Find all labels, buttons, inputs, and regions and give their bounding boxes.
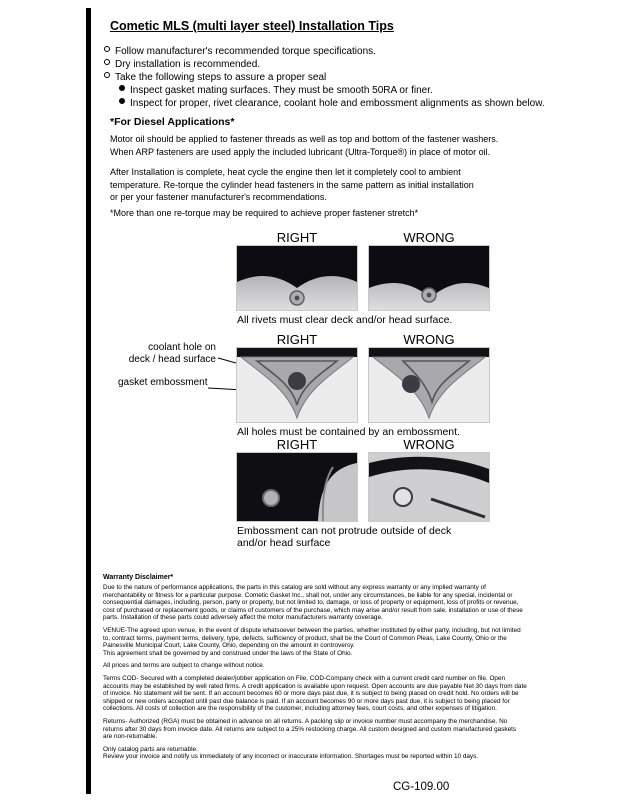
gasket-embossment-annotation: gasket embossment <box>118 377 208 388</box>
embossment-containment-right-image <box>237 348 357 422</box>
diagram-row-rivet-clearance <box>237 230 489 326</box>
list-item <box>104 58 545 71</box>
diagram-labels <box>237 332 489 348</box>
warranty-paragraph: Only catalog parts are returnable. Review your invoice and notify us immediately of any incorrect or inaccurate information. Shortages must be reported within 10 days. <box>103 745 479 761</box>
coolant-hole-annotation: coolant hole on deck / head surface <box>128 342 216 365</box>
diagram-panels <box>237 453 489 521</box>
diagram-panels <box>237 348 489 422</box>
rivet-clearance-wrong-image <box>369 246 489 310</box>
diesel-applications-heading: *For Diesel Applications* <box>110 116 235 128</box>
warranty-paragraph: All prices and terms are subject to change without notice. <box>103 662 265 670</box>
open-bullet-icon <box>104 59 110 65</box>
warranty-paragraph: Terms COD- Secured with a completed dealer/jobber application on File, COD-Company check with a current credit card number on file. Open accounts may be established by well rated firms. A credit application is available upon request. Open accounts are due payable Net 30 days from date of invoice. No statement will be sent. If an account becomes 60 or more days past due, it is subject to being placed on credit hold. No orders will be shipped or new orders accepted until past due balance is paid. If an account becomes 90 or more days past due, it is subject to being placed for collections. All costs of collection are the responsibility of the customer, including attorney fees, court costs, and other expenses of litigation. <box>103 674 527 713</box>
wrong-label: WRONG <box>403 332 455 347</box>
list-item <box>104 45 545 58</box>
diesel-paragraph: After Installation is complete, heat cycle the engine then let it completely cool to ambient temperature. Re-torque the cylinder head fasteners in the same pattern as initial installation or per your fastener manufacturer's recommendations. <box>110 167 474 202</box>
rivet-center-icon <box>427 293 432 298</box>
page-left-border <box>86 8 91 794</box>
embossment-containment-wrong-image <box>369 348 489 422</box>
tip-text: Follow manufacturer's recommended torque specifications. <box>115 46 376 57</box>
page-title: Cometic MLS (multi layer steel) Installation Tips <box>110 19 394 33</box>
wrong-label: WRONG <box>403 230 455 245</box>
page-number: CG-109.00 <box>393 781 450 793</box>
retorque-note: *More than one re-torque may be required to achieve proper fastener stretch* <box>110 208 419 218</box>
list-item <box>119 97 545 110</box>
diagram-labels <box>237 230 489 246</box>
right-label: RIGHT <box>276 332 318 347</box>
diagram-labels <box>237 437 489 453</box>
filled-bullet-icon <box>119 85 125 91</box>
embossment-protrusion-wrong-image <box>369 453 489 521</box>
tip-text: Dry installation is recommended. <box>115 59 261 70</box>
warranty-paragraph: Due to the nature of performance applications, the parts in this catalog are sold without any express warranty or any implied warranty of merchantability or fitness for a particular purpose. Cometic Gasket Inc., shall not, under any circumstances, be liable for any special, incidental or consequential damages, including, person, party or property, but not limited to, damage, or loss of property or equipment, loss of profits or revenue, cost of purchased or replacement goods, or claims of customers of the purchase, which may arise and/or result from sale, installation or use of these parts. Installation of these parts could adversely affect the motor manufacturers warranty coverage. <box>103 584 523 622</box>
rivet-center-icon <box>295 296 300 301</box>
wrong-label: WRONG <box>403 437 455 452</box>
diagram-caption: Embossment can not protrude outside of deck and/or head surface <box>237 525 452 549</box>
embossment-protrusion-right-image <box>237 453 357 521</box>
installation-tips-list <box>104 45 545 110</box>
list-item <box>104 71 545 84</box>
warranty-disclaimer-section <box>103 574 527 766</box>
open-bullet-icon <box>104 46 110 52</box>
tip-text: Inspect gasket mating surfaces. They must be smooth 50RA or finer. <box>130 85 433 96</box>
diagram-row-hole-embossment <box>237 332 489 438</box>
bolt-hole-icon <box>394 488 412 506</box>
open-bullet-icon <box>104 72 110 78</box>
bolt-hole-icon <box>263 490 279 506</box>
deck-edge-shape <box>237 348 357 357</box>
right-label: RIGHT <box>276 437 318 452</box>
diagram-caption: All rivets must clear deck and/or head surface. <box>237 314 453 326</box>
deck-edge-shape <box>369 348 489 357</box>
warranty-heading: Warranty Disclaimer* <box>103 574 174 581</box>
tip-text: Take the following steps to assure a proper seal <box>115 72 327 83</box>
list-item <box>119 84 545 97</box>
diagram-panels <box>237 246 489 310</box>
filled-bullet-icon <box>119 98 125 104</box>
right-label: RIGHT <box>276 230 318 245</box>
warranty-paragraph: Returns- Authorized (RGA) must be obtained in advance on all returns. A packing slip or invoice number must accompany the merchandise. No returns after 30 days from invoice date. All returns are subject to a 25% restocking charge. All custom designed and custom manufactured gaskets are non-returnable. <box>103 717 517 741</box>
warranty-paragraph: VENUE-The agreed upon venue, in the event of dispute whatsoever between the parties, whether instituted by either party, including, but not limited to, contract terms, payment terms, delivery, type, defects, sufficiency of product, shall be the Court of Common Pleas, Lake County, Ohio or the Painesville Municipal Court, Lake County, Ohio, depending on the amount in controversy. This agreement shall be governed by and construed under the laws of the State of Ohio. <box>103 626 521 657</box>
diagram-row-embossment-protrusion <box>237 437 489 549</box>
diagram-caption: All holes must be contained by an embossment. <box>237 426 460 438</box>
coolant-hole-icon <box>402 375 420 393</box>
coolant-hole-icon <box>288 372 306 390</box>
rivet-clearance-right-image <box>237 246 357 310</box>
tip-text: Inspect for proper, rivet clearance, coolant hole and embossment alignments as shown below. <box>130 98 545 109</box>
diesel-paragraph: Motor oil should be applied to fastener threads as well as top and bottom of the fastener washers. When ARP fasteners are used apply the included lubricant (Ultra-Torque®) in place of motor oil. <box>110 134 499 157</box>
